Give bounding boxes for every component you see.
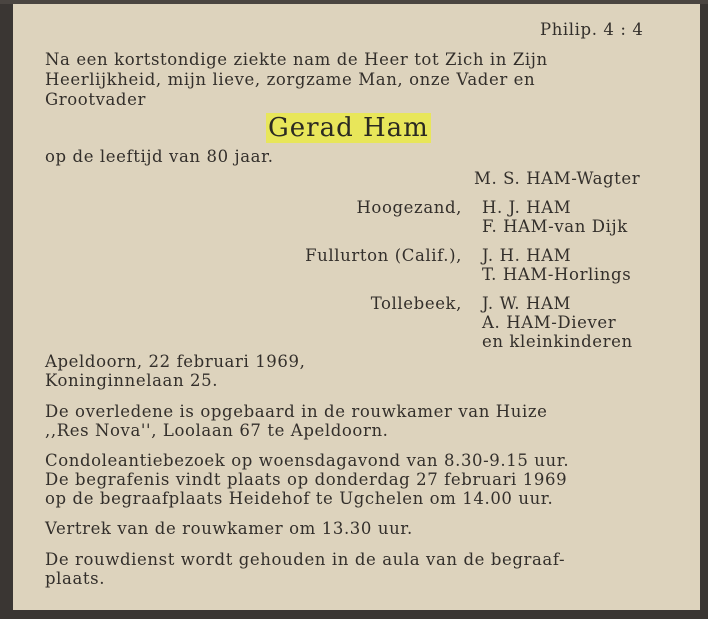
paragraph-line: De begrafenis vindt plaats op donderdag 27 februari 1969 (45, 470, 568, 489)
address-line-2: Koninginnelaan 25. (45, 371, 219, 390)
paragraph-line: op de begraafplaats Heidehof te Ugchelen om 14.00 uur. (45, 489, 554, 508)
border-left (0, 0, 13, 619)
family-place-fullurton: Fullurton (Calif.), (305, 246, 462, 265)
deceased-name: Gerad Ham (268, 113, 429, 143)
border-bottom (0, 610, 708, 619)
family-grandchildren: en kleinkinderen (482, 332, 633, 351)
border-right (700, 0, 708, 619)
paragraph-line: Condoleantiebezoek op woensdagavond van 8.30-9.15 uur. (45, 451, 570, 470)
family-name: A. HAM-Diever (482, 313, 617, 332)
paragraph-line: ,,Res Nova'', Loolaan 67 te Apeldoorn. (45, 421, 389, 440)
family-name: J. H. HAM (482, 246, 572, 265)
family-place-hoogezand: Hoogezand, (356, 198, 462, 217)
family-place-tollebeek: Tollebeek, (370, 294, 462, 313)
paragraph-line: De overledene is opgebaard in de rouwkamer van Huize (45, 402, 548, 421)
family-name: F. HAM-van Dijk (482, 217, 628, 236)
address-line-1: Apeldoorn, 22 februari 1969, (45, 352, 306, 371)
family-name: H. J. HAM (482, 198, 572, 217)
family-spouse: M. S. HAM-Wagter (474, 169, 641, 188)
family-name: T. HAM-Horlings (482, 265, 632, 284)
border-top (0, 0, 708, 4)
paragraph-line: De rouwdienst wordt gehouden in de aula van de begraaf- (45, 550, 566, 569)
intro-line-1: Na een kortstondige ziekte nam de Heer tot Zich in Zijn (45, 50, 548, 69)
family-name: J. W. HAM (482, 294, 571, 313)
age-line: op de leeftijd van 80 jaar. (45, 147, 274, 166)
intro-line-2: Heerlijkheid, mijn lieve, zorgzame Man, onze Vader en (45, 70, 536, 89)
intro-line-3: Grootvader (45, 90, 146, 109)
paragraph-line: plaats. (45, 569, 106, 588)
scripture-reference: Philip. 4 : 4 (540, 20, 644, 39)
paragraph-line: Vertrek van de rouwkamer om 13.30 uur. (45, 519, 413, 538)
